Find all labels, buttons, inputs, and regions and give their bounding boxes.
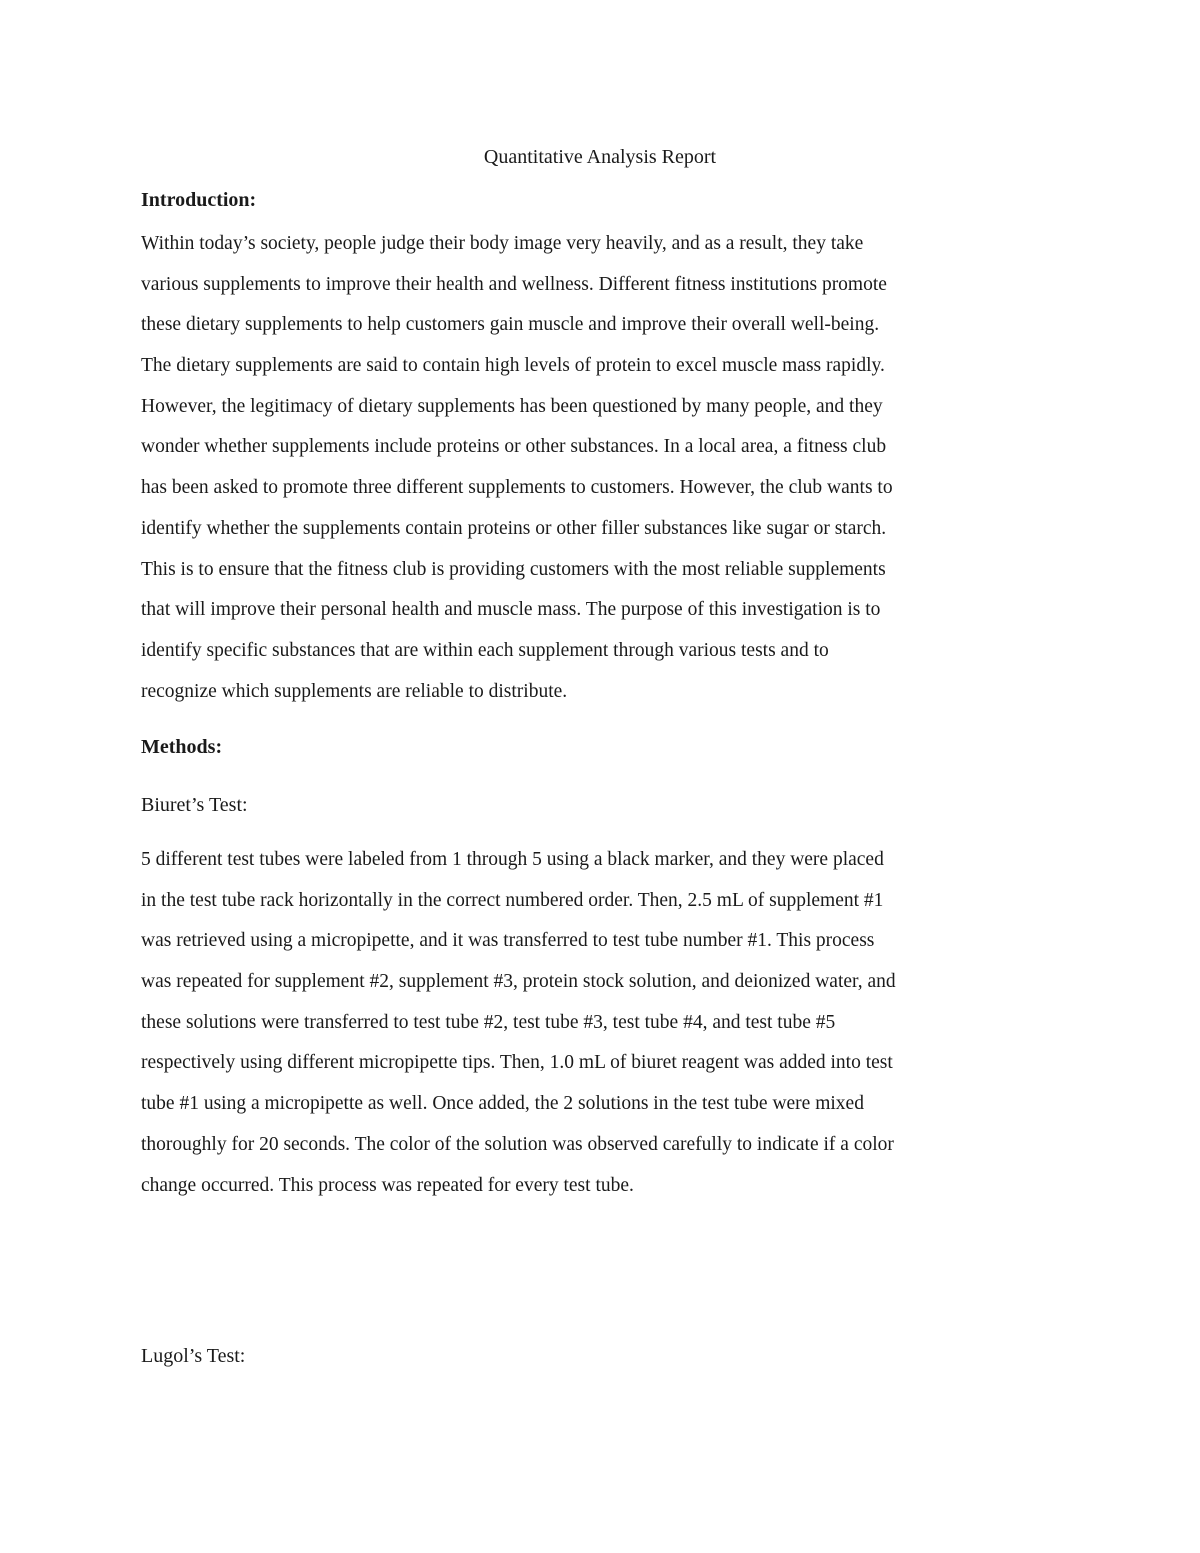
introduction-paragraph [141,224,1071,712]
paragraph-line: various supplements to improve their health and wellness. Different fitness institutions promote [141,273,887,295]
paragraph-line: has been asked to promote three different supplements to customers. However, the club wants to [141,477,893,499]
paragraph-line: tube #1 using a micropipette as well. Once added, the 2 solutions in the test tube were mixed [141,1093,864,1115]
paragraph-line: 5 different test tubes were labeled from 1 through 5 using a black marker, and they were placed [141,849,884,870]
paragraph-line: wonder whether supplements include proteins or other substances. In a local area, a fitness club [141,436,887,458]
lugol-test-heading: Lugol’s Test: [141,1345,246,1367]
paragraph-line: Within today’s society, people judge their body image very heavily, and as a result, they take [141,233,864,254]
paragraph-line: that will improve their personal health and muscle mass. The purpose of this investigation is to [141,599,881,621]
paragraph-line: was repeated for supplement #2, supplement #3, protein stock solution, and deionized water, and [141,971,896,993]
paragraph-line: respectively using different micropipette tips. Then, 1.0 mL of biuret reagent was added into test [141,1052,893,1074]
paragraph-line: these solutions were transferred to test tube #2, test tube #3, test tube #4, and test tube #5 [141,1011,836,1033]
document-title: Quantitative Analysis Report [483,146,717,168]
paragraph-line: these dietary supplements to help customers gain muscle and improve their overall well-being. [141,314,880,336]
introduction-heading: Introduction: [141,189,257,211]
methods-heading: Methods: [141,736,223,758]
paragraph-line: However, the legitimacy of dietary supplements has been questioned by many people, and they [141,395,883,417]
paragraph-line: The dietary supplements are said to contain high levels of protein to excel muscle mass rapidly. [141,355,885,377]
paragraph-line: identify whether the supplements contain proteins or other filler substances like sugar or starch. [141,517,887,539]
biuret-test-paragraph [141,840,1071,1206]
paragraph-line: identify specific substances that are within each supplement through various tests and to [141,639,829,661]
paragraph-line: This is to ensure that the fitness club is providing customers with the most reliable supplements [141,558,886,580]
paragraph-line: was retrieved using a micropipette, and it was transferred to test tube number #1. This process [141,930,875,952]
paragraph-line: recognize which supplements are reliable to distribute. [141,680,568,702]
paragraph-line: in the test tube rack horizontally in the correct numbered order. Then, 2.5 mL of supplement #1 [141,889,884,911]
paragraph-line: thoroughly for 20 seconds. The color of the solution was observed carefully to indicate if a color [141,1133,894,1155]
paragraph-line: change occurred. This process was repeated for every test tube. [141,1174,634,1196]
biuret-test-heading: Biuret’s Test: [141,794,248,816]
